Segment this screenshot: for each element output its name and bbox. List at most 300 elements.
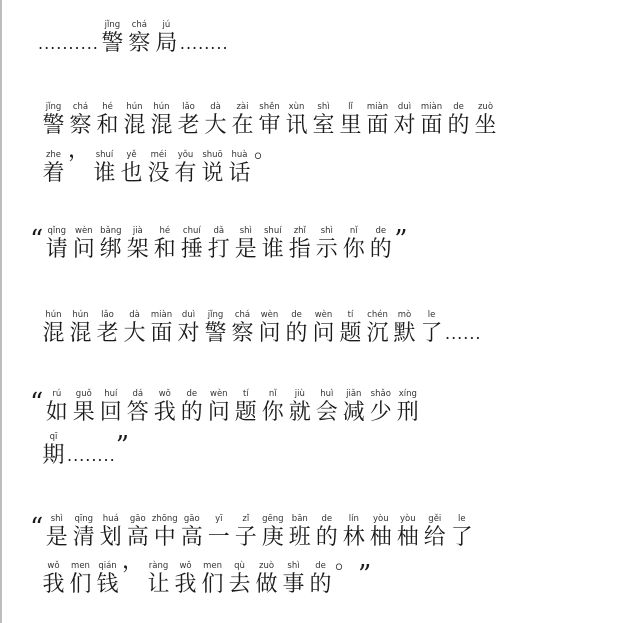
ruby-character bbox=[151, 226, 178, 263]
pinyin-annotation: gāo bbox=[129, 514, 146, 524]
paragraph-2-line bbox=[30, 218, 408, 263]
ruby-character bbox=[310, 102, 337, 139]
hanzi-character: 了 bbox=[420, 321, 443, 346]
pinyin-annotation: ràng bbox=[148, 561, 169, 571]
pinyin-annotation: shuí bbox=[95, 150, 114, 160]
pinyin-annotation: chuí bbox=[182, 226, 201, 236]
pinyin-annotation: zuò bbox=[477, 102, 494, 112]
pinyin-annotation: de bbox=[291, 310, 302, 320]
ruby-character bbox=[205, 226, 232, 263]
paragraph-4-line-1-text bbox=[43, 381, 421, 426]
pinyin-annotation: de bbox=[453, 102, 464, 112]
hanzi-character: 回 bbox=[99, 400, 122, 425]
ruby-character bbox=[340, 226, 367, 263]
hanzi-character: 的 bbox=[447, 113, 470, 138]
ruby-character bbox=[148, 102, 175, 139]
ruby-character bbox=[172, 150, 199, 187]
pinyin-annotation: dà bbox=[129, 310, 140, 320]
ruby-character bbox=[172, 561, 199, 598]
hanzi-character: 大 bbox=[123, 321, 146, 346]
ruby-character bbox=[259, 389, 286, 426]
hanzi-character: 问 bbox=[312, 321, 335, 346]
hanzi-character: 讯 bbox=[285, 113, 308, 138]
pinyin-annotation: lǎo bbox=[182, 102, 195, 112]
ruby-character bbox=[253, 561, 280, 598]
paragraph-4-open-quote: “ bbox=[30, 388, 44, 418]
pinyin-annotation: de bbox=[321, 514, 333, 524]
ruby-character bbox=[226, 561, 253, 598]
pinyin-annotation: gěi bbox=[428, 514, 442, 524]
ruby-character bbox=[70, 514, 97, 551]
paragraph-5-line-1-text bbox=[43, 506, 475, 551]
ruby-character bbox=[94, 310, 121, 347]
pinyin-annotation: shǎo bbox=[370, 389, 391, 399]
ruby-character bbox=[43, 514, 70, 551]
pinyin-annotation: huì bbox=[320, 389, 334, 399]
ruby-character bbox=[121, 310, 148, 347]
ruby-character bbox=[151, 389, 178, 426]
ruby-character bbox=[232, 514, 259, 551]
hanzi-character: 谁 bbox=[261, 237, 284, 262]
hanzi-character: 也 bbox=[120, 161, 143, 186]
ruby-character bbox=[153, 20, 180, 57]
hanzi-character: 问 bbox=[258, 321, 281, 346]
pinyin-annotation: duì bbox=[181, 310, 196, 320]
pinyin-annotation: hún bbox=[153, 102, 170, 112]
pinyin-annotation: hé bbox=[159, 226, 171, 236]
ruby-character bbox=[99, 20, 126, 57]
pinyin-annotation: chá bbox=[72, 102, 89, 112]
ruby-character bbox=[232, 389, 259, 426]
ruby-character bbox=[418, 310, 445, 347]
ruby-character bbox=[337, 102, 364, 139]
pinyin-annotation: shì bbox=[239, 226, 252, 236]
pinyin-annotation: miàn bbox=[150, 310, 173, 320]
pinyin-annotation: gāo bbox=[183, 514, 200, 524]
ruby-character bbox=[151, 514, 178, 551]
punctuation-mark: ， bbox=[68, 138, 91, 163]
hanzi-character: 说 bbox=[201, 161, 224, 186]
pinyin-annotation: hún bbox=[45, 310, 62, 320]
ruby-character bbox=[94, 102, 121, 139]
ruby-character bbox=[394, 514, 421, 551]
hanzi-character: 答 bbox=[126, 400, 149, 425]
pinyin-annotation: qù bbox=[234, 561, 245, 571]
hanzi-character: 一 bbox=[207, 525, 230, 550]
hanzi-character: 里 bbox=[339, 113, 362, 138]
hanzi-character: 默 bbox=[393, 321, 416, 346]
pinyin-annotation: hé bbox=[102, 102, 113, 112]
hanzi-character: 察 bbox=[128, 31, 151, 56]
pinyin-annotation: rú bbox=[52, 389, 62, 399]
pinyin-annotation: duì bbox=[397, 102, 412, 112]
hanzi-character: 局 bbox=[155, 31, 178, 56]
pinyin-annotation: shì bbox=[320, 226, 333, 236]
ruby-character bbox=[367, 389, 394, 426]
hanzi-character: 面 bbox=[150, 321, 173, 346]
page-left-border bbox=[0, 0, 2, 623]
hanzi-character: 谁 bbox=[93, 161, 116, 186]
pinyin-annotation: mò bbox=[397, 310, 412, 320]
hanzi-character: 指 bbox=[288, 237, 311, 262]
hanzi-character: 柚 bbox=[369, 525, 392, 550]
paragraph-3-text bbox=[40, 302, 445, 347]
hanzi-character: 示 bbox=[315, 237, 338, 262]
ruby-character bbox=[226, 150, 253, 187]
pinyin-annotation: wǒ bbox=[158, 389, 171, 399]
ruby-character bbox=[286, 226, 313, 263]
hanzi-character: 期 bbox=[42, 443, 65, 468]
hanzi-character: 老 bbox=[96, 321, 119, 346]
hanzi-character: 没 bbox=[147, 161, 170, 186]
ruby-character bbox=[445, 102, 472, 139]
pinyin-annotation: hún bbox=[126, 102, 143, 112]
pinyin-annotation: jià bbox=[132, 226, 143, 236]
ruby-character bbox=[421, 514, 448, 551]
pinyin-annotation: wèn bbox=[314, 310, 333, 320]
hanzi-character: 是 bbox=[234, 237, 257, 262]
ruby-character bbox=[337, 310, 364, 347]
pinyin-annotation: bān bbox=[291, 514, 308, 524]
hanzi-character: 中 bbox=[153, 525, 176, 550]
hanzi-character: 们 bbox=[69, 572, 92, 597]
pinyin-annotation: nǐ bbox=[268, 389, 277, 399]
pinyin-annotation: wǒ bbox=[179, 561, 192, 571]
hanzi-character: 警 bbox=[101, 31, 124, 56]
hanzi-character: 如 bbox=[45, 400, 68, 425]
pinyin-annotation: chén bbox=[367, 310, 388, 320]
hanzi-character: 你 bbox=[261, 400, 284, 425]
ruby-character bbox=[94, 561, 121, 598]
paragraph-2-text bbox=[43, 218, 394, 263]
paragraph-5-line-1 bbox=[30, 506, 475, 551]
hanzi-character: 做 bbox=[255, 572, 278, 597]
hanzi-character: 问 bbox=[207, 400, 230, 425]
hanzi-character: 警 bbox=[204, 321, 227, 346]
hanzi-character: 了 bbox=[450, 525, 473, 550]
pinyin-annotation: de bbox=[375, 226, 387, 236]
hanzi-character: 给 bbox=[423, 525, 446, 550]
hanzi-character: 警 bbox=[42, 113, 65, 138]
pinyin-annotation: qián bbox=[98, 561, 117, 571]
ruby-character bbox=[178, 514, 205, 551]
hanzi-character: 和 bbox=[96, 113, 119, 138]
hanzi-character: 你 bbox=[342, 237, 365, 262]
ruby-character bbox=[280, 561, 307, 598]
ruby-character bbox=[313, 226, 340, 263]
pinyin-annotation: huí bbox=[104, 389, 118, 399]
hanzi-character: 面 bbox=[366, 113, 389, 138]
hanzi-character: 混 bbox=[150, 113, 173, 138]
ruby-character bbox=[283, 310, 310, 347]
pinyin-annotation: zhōng bbox=[151, 514, 178, 524]
ruby-character bbox=[43, 226, 70, 263]
pinyin-annotation: xíng bbox=[398, 389, 417, 399]
pinyin-annotation: wèn bbox=[75, 226, 93, 236]
ruby-character bbox=[121, 102, 148, 139]
paragraph-5-line-2-text bbox=[40, 549, 358, 598]
hanzi-character: 打 bbox=[207, 237, 230, 262]
hanzi-character: 高 bbox=[180, 525, 203, 550]
ruby-character bbox=[67, 561, 94, 598]
pinyin-annotation: qǐng bbox=[47, 226, 67, 236]
title-line bbox=[38, 12, 229, 57]
pinyin-annotation: miàn bbox=[366, 102, 389, 112]
paragraph-5-line-2 bbox=[40, 549, 371, 598]
paragraph-2-open-quote: “ bbox=[30, 225, 44, 255]
ruby-character bbox=[145, 561, 172, 598]
hanzi-character: 划 bbox=[99, 525, 122, 550]
paragraph-4-line-1 bbox=[30, 381, 421, 426]
ruby-character bbox=[97, 389, 124, 426]
punctuation-mark: ， bbox=[122, 549, 145, 574]
pinyin-annotation: yī bbox=[215, 514, 223, 524]
hanzi-character: 题 bbox=[339, 321, 362, 346]
hanzi-character: 的 bbox=[369, 237, 392, 262]
hanzi-character: 有 bbox=[174, 161, 197, 186]
pinyin-annotation: lǐ bbox=[348, 102, 353, 112]
pinyin-annotation: shuí bbox=[264, 226, 282, 236]
pinyin-annotation: wèn bbox=[260, 310, 279, 320]
pinyin-annotation: guǒ bbox=[75, 389, 92, 399]
hanzi-character: 捶 bbox=[180, 237, 203, 262]
paragraph-4-line-2-text bbox=[40, 424, 67, 469]
ruby-character bbox=[97, 226, 124, 263]
ruby-character bbox=[97, 514, 124, 551]
hanzi-character: 们 bbox=[201, 572, 224, 597]
ruby-character bbox=[256, 310, 283, 347]
ruby-character bbox=[205, 389, 232, 426]
pinyin-annotation: de bbox=[315, 561, 326, 571]
ruby-character bbox=[364, 102, 391, 139]
ruby-character bbox=[202, 310, 229, 347]
paragraph-5-open-quote: “ bbox=[30, 513, 44, 543]
hanzi-character: 的 bbox=[180, 400, 203, 425]
punctuation-mark: 。 bbox=[254, 138, 277, 163]
pinyin-annotation: tí bbox=[347, 310, 354, 320]
hanzi-character: 会 bbox=[315, 400, 338, 425]
hanzi-character: 果 bbox=[72, 400, 95, 425]
ruby-character bbox=[40, 310, 67, 347]
hanzi-character: 我 bbox=[42, 572, 65, 597]
pinyin-annotation: wǒ bbox=[47, 561, 60, 571]
pinyin-annotation: nǐ bbox=[349, 226, 358, 236]
pinyin-annotation: dǎ bbox=[213, 226, 225, 236]
pinyin-annotation: dá bbox=[132, 389, 144, 399]
hanzi-character: 刑 bbox=[396, 400, 419, 425]
ruby-character bbox=[310, 310, 337, 347]
pinyin-annotation: wèn bbox=[210, 389, 228, 399]
ruby-character bbox=[367, 514, 394, 551]
paragraph-1-line-2 bbox=[40, 138, 277, 187]
ruby-character bbox=[418, 102, 445, 139]
ruby-character bbox=[199, 561, 226, 598]
pinyin-annotation: yòu bbox=[372, 514, 389, 524]
title-leading-dots: .......... bbox=[38, 34, 99, 53]
pinyin-annotation: le bbox=[458, 514, 466, 524]
hanzi-character: 审 bbox=[258, 113, 281, 138]
hanzi-character: 大 bbox=[204, 113, 227, 138]
hanzi-character: 减 bbox=[342, 400, 365, 425]
paragraph-4-close-quote: ” bbox=[115, 431, 129, 461]
ruby-character bbox=[43, 389, 70, 426]
ruby-character bbox=[40, 150, 67, 187]
ruby-character bbox=[259, 514, 286, 551]
title-trailing-dots: ........ bbox=[179, 34, 229, 53]
ruby-character bbox=[148, 310, 175, 347]
pinyin-annotation: hún bbox=[72, 310, 89, 320]
hanzi-character: 对 bbox=[177, 321, 200, 346]
ruby-character bbox=[205, 514, 232, 551]
ruby-character bbox=[448, 514, 475, 551]
pinyin-annotation: shì bbox=[50, 514, 63, 524]
pinyin-annotation: jú bbox=[162, 20, 171, 30]
ruby-character bbox=[70, 389, 97, 426]
pinyin-annotation: shěn bbox=[259, 102, 280, 112]
pinyin-annotation: jiǎn bbox=[346, 389, 362, 399]
hanzi-character: 林 bbox=[342, 525, 365, 550]
ruby-character bbox=[259, 226, 286, 263]
hanzi-character: 沉 bbox=[366, 321, 389, 346]
ruby-character bbox=[178, 226, 205, 263]
hanzi-character: 请 bbox=[45, 237, 68, 262]
pinyin-annotation: shuō bbox=[202, 150, 223, 160]
ruby-character bbox=[40, 102, 67, 139]
pinyin-annotation: miàn bbox=[420, 102, 443, 112]
hanzi-character: 子 bbox=[234, 525, 257, 550]
paragraph-5-close-quote: ” bbox=[358, 560, 372, 590]
paragraph-3-trailing-dots: ...... bbox=[445, 324, 482, 343]
pinyin-annotation: de bbox=[186, 389, 198, 399]
ruby-character bbox=[313, 389, 340, 426]
title-text bbox=[99, 12, 180, 57]
pinyin-annotation: le bbox=[427, 310, 436, 320]
paragraph-4-trailing-dots: ........ bbox=[67, 446, 116, 465]
hanzi-character: 坐 bbox=[474, 113, 497, 138]
hanzi-character: 是 bbox=[45, 525, 68, 550]
hanzi-character: 混 bbox=[123, 113, 146, 138]
ruby-character bbox=[340, 389, 367, 426]
pinyin-annotation: méi bbox=[150, 150, 167, 160]
ruby-character bbox=[199, 150, 226, 187]
pinyin-annotation: jǐng bbox=[207, 310, 224, 320]
ruby-character bbox=[232, 226, 259, 263]
ruby-character bbox=[202, 102, 229, 139]
hanzi-character: 混 bbox=[42, 321, 65, 346]
ruby-character bbox=[40, 561, 67, 598]
ruby-character bbox=[124, 389, 151, 426]
pinyin-annotation: jǐng bbox=[104, 20, 121, 30]
ruby-character bbox=[70, 226, 97, 263]
paragraph-3-line bbox=[40, 302, 482, 347]
ruby-character bbox=[67, 310, 94, 347]
ruby-character bbox=[391, 310, 418, 347]
hanzi-character: 面 bbox=[420, 113, 443, 138]
ruby-character bbox=[256, 102, 283, 139]
hanzi-character: 去 bbox=[228, 572, 251, 597]
hanzi-character: 就 bbox=[288, 400, 311, 425]
pinyin-annotation: yě bbox=[126, 150, 137, 160]
ruby-character bbox=[118, 150, 145, 187]
hanzi-character: 题 bbox=[234, 400, 257, 425]
ruby-character bbox=[40, 432, 67, 469]
ruby-character bbox=[67, 102, 94, 139]
ruby-character bbox=[340, 514, 367, 551]
paragraph-1-line-2-text bbox=[40, 138, 277, 187]
hanzi-character: 和 bbox=[153, 237, 176, 262]
pinyin-annotation: zuò bbox=[258, 561, 275, 571]
pinyin-annotation: zhe bbox=[45, 150, 62, 160]
ruby-character bbox=[367, 226, 394, 263]
hanzi-character: 问 bbox=[72, 237, 95, 262]
hanzi-character: 钱 bbox=[96, 572, 119, 597]
pinyin-annotation: yòu bbox=[399, 514, 416, 524]
pinyin-annotation: bǎng bbox=[100, 226, 122, 236]
pinyin-annotation: lín bbox=[348, 514, 359, 524]
hanzi-character: 班 bbox=[288, 525, 311, 550]
pinyin-annotation: men bbox=[71, 561, 90, 571]
hanzi-character: 绑 bbox=[99, 237, 122, 262]
hanzi-character: 混 bbox=[69, 321, 92, 346]
hanzi-character: 架 bbox=[126, 237, 149, 262]
pinyin-annotation: qī bbox=[49, 432, 58, 442]
ruby-character bbox=[126, 20, 153, 57]
pinyin-annotation: dà bbox=[210, 102, 221, 112]
pinyin-annotation: huá bbox=[102, 514, 119, 524]
hanzi-character: 庚 bbox=[261, 525, 284, 550]
paragraph-2-close-quote: ” bbox=[394, 225, 408, 255]
hanzi-character: 我 bbox=[174, 572, 197, 597]
pinyin-annotation: huà bbox=[231, 150, 248, 160]
ruby-character bbox=[313, 514, 340, 551]
hanzi-character: 察 bbox=[69, 113, 92, 138]
ruby-character bbox=[229, 102, 256, 139]
pinyin-annotation: chá bbox=[131, 20, 147, 30]
hanzi-character: 在 bbox=[231, 113, 254, 138]
ruby-character bbox=[472, 102, 499, 139]
paragraph-4-line-2 bbox=[40, 424, 129, 469]
hanzi-character: 事 bbox=[282, 572, 305, 597]
hanzi-character: 的 bbox=[285, 321, 308, 346]
ruby-character bbox=[178, 389, 205, 426]
ruby-character bbox=[175, 310, 202, 347]
pinyin-annotation: xùn bbox=[288, 102, 305, 112]
pinyin-annotation: zhǐ bbox=[293, 226, 306, 236]
hanzi-character: 少 bbox=[369, 400, 392, 425]
ruby-character bbox=[124, 514, 151, 551]
pinyin-annotation: chá bbox=[234, 310, 251, 320]
pinyin-annotation: men bbox=[203, 561, 222, 571]
pinyin-annotation: tí bbox=[242, 389, 249, 399]
pinyin-annotation: lǎo bbox=[101, 310, 114, 320]
pinyin-annotation: gēng bbox=[262, 514, 284, 524]
pinyin-annotation: shì bbox=[317, 102, 330, 112]
hanzi-character: 的 bbox=[315, 525, 338, 550]
hanzi-character: 的 bbox=[309, 572, 332, 597]
hanzi-character: 老 bbox=[177, 113, 200, 138]
ruby-character bbox=[391, 102, 418, 139]
ruby-character bbox=[124, 226, 151, 263]
ruby-character bbox=[229, 310, 256, 347]
paragraph-1-line-1-text bbox=[40, 94, 499, 139]
pinyin-annotation: zǐ bbox=[242, 514, 250, 524]
ruby-character bbox=[364, 310, 391, 347]
pinyin-annotation: jǐng bbox=[45, 102, 62, 112]
hanzi-character: 话 bbox=[228, 161, 251, 186]
ruby-character bbox=[283, 102, 310, 139]
ruby-character bbox=[145, 150, 172, 187]
hanzi-character: 室 bbox=[312, 113, 335, 138]
